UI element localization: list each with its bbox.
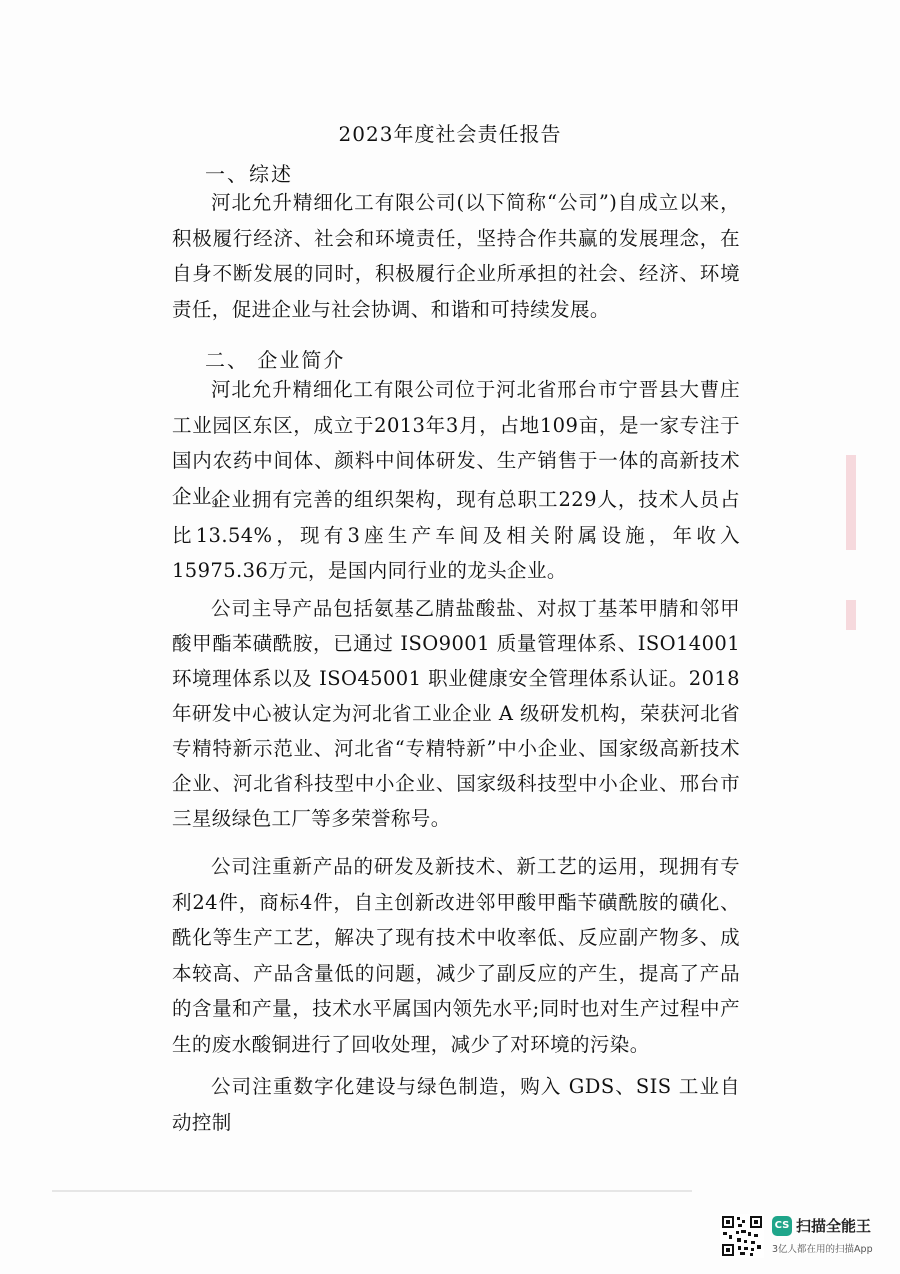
document-title: 2023年度社会责任报告 — [338, 122, 562, 146]
section-heading-company-intro: 二、 企业简介 — [205, 348, 346, 372]
paragraph-digital: 公司注重数字化建设与绿色制造，购入 GDS、SIS 工业自动控制 — [172, 1075, 740, 1134]
paragraph-organization: 企业拥有完善的组织架构，现有总职工229人，技术人员占比13.54%，现有3座生产车间及相关附属设施，年收入15975.36万元，是国内同行业的龙头企业。 — [172, 488, 740, 583]
paragraph-main-products: 公司主导产品包括氨基乙腈盐酸盐、对叔丁基苯甲腈和邻甲酸甲酯苯磺酰胺，已通过 ISO9001 质量管理体系、ISO14001 环境理体系以及 ISO45001 职业健康安全管理体系认证。2018 年研发中心被认定为河北省工业企业 A 级研发机构，荣获河北省专精特新示范业、河北省“专精特新”中小企业、国家级高新技术企业、河北省科技型中小企业、国家级科技型中小企业、邢台市三星级绿色工厂等多荣誉称号。 — [172, 597, 740, 830]
scanner-watermark — [720, 1214, 888, 1262]
stamp-trace — [846, 600, 856, 630]
section-heading-overview: 一、综述 — [205, 162, 293, 186]
stamp-trace — [846, 455, 856, 550]
paragraph-overview: 河北允升精细化工有限公司(以下简称“公司”)自成立以来，积极履行经济、社会和环境责任，坚持合作共赢的发展理念，在自身不断发展的同时，积极履行企业所承担的社会、经济、环境责任，促进企业与社会协调、和谐和可持续发展。 — [172, 191, 740, 321]
scanner-brand-name: 扫描全能王 — [796, 1217, 872, 1235]
qr-code-icon — [720, 1214, 764, 1258]
camscanner-logo-icon: CS — [772, 1216, 792, 1236]
paragraph-company-location: 河北允升精细化工有限公司位于河北省邢台市宁晋县大曹庄工业园区东区，成立于2013年3月，占地109亩，是一家专注于国内农药中间体、颜料中间体研发、生产销售于一体的高新技术企业。 — [172, 378, 740, 508]
paragraph-rnd: 公司注重新产品的研发及新技术、新工艺的运用，现拥有专利24件，商标4件，自主创新改进邻甲酸甲酯苄磺酰胺的磺化、酰化等生产工艺，解决了现有技术中收率低、反应副产物多、成本较高、产品含量低的问题，减少了副反应的产生，提高了产品的含量和产量，技术水平属国内领先水平;同时也对生产过程中产生的废水酸铜进行了回收处理，减少了对环境的污染。 — [172, 855, 740, 1056]
scan-edge-line — [52, 1190, 692, 1192]
scanner-slogan: 3亿人都在用的扫描App — [772, 1244, 873, 1255]
